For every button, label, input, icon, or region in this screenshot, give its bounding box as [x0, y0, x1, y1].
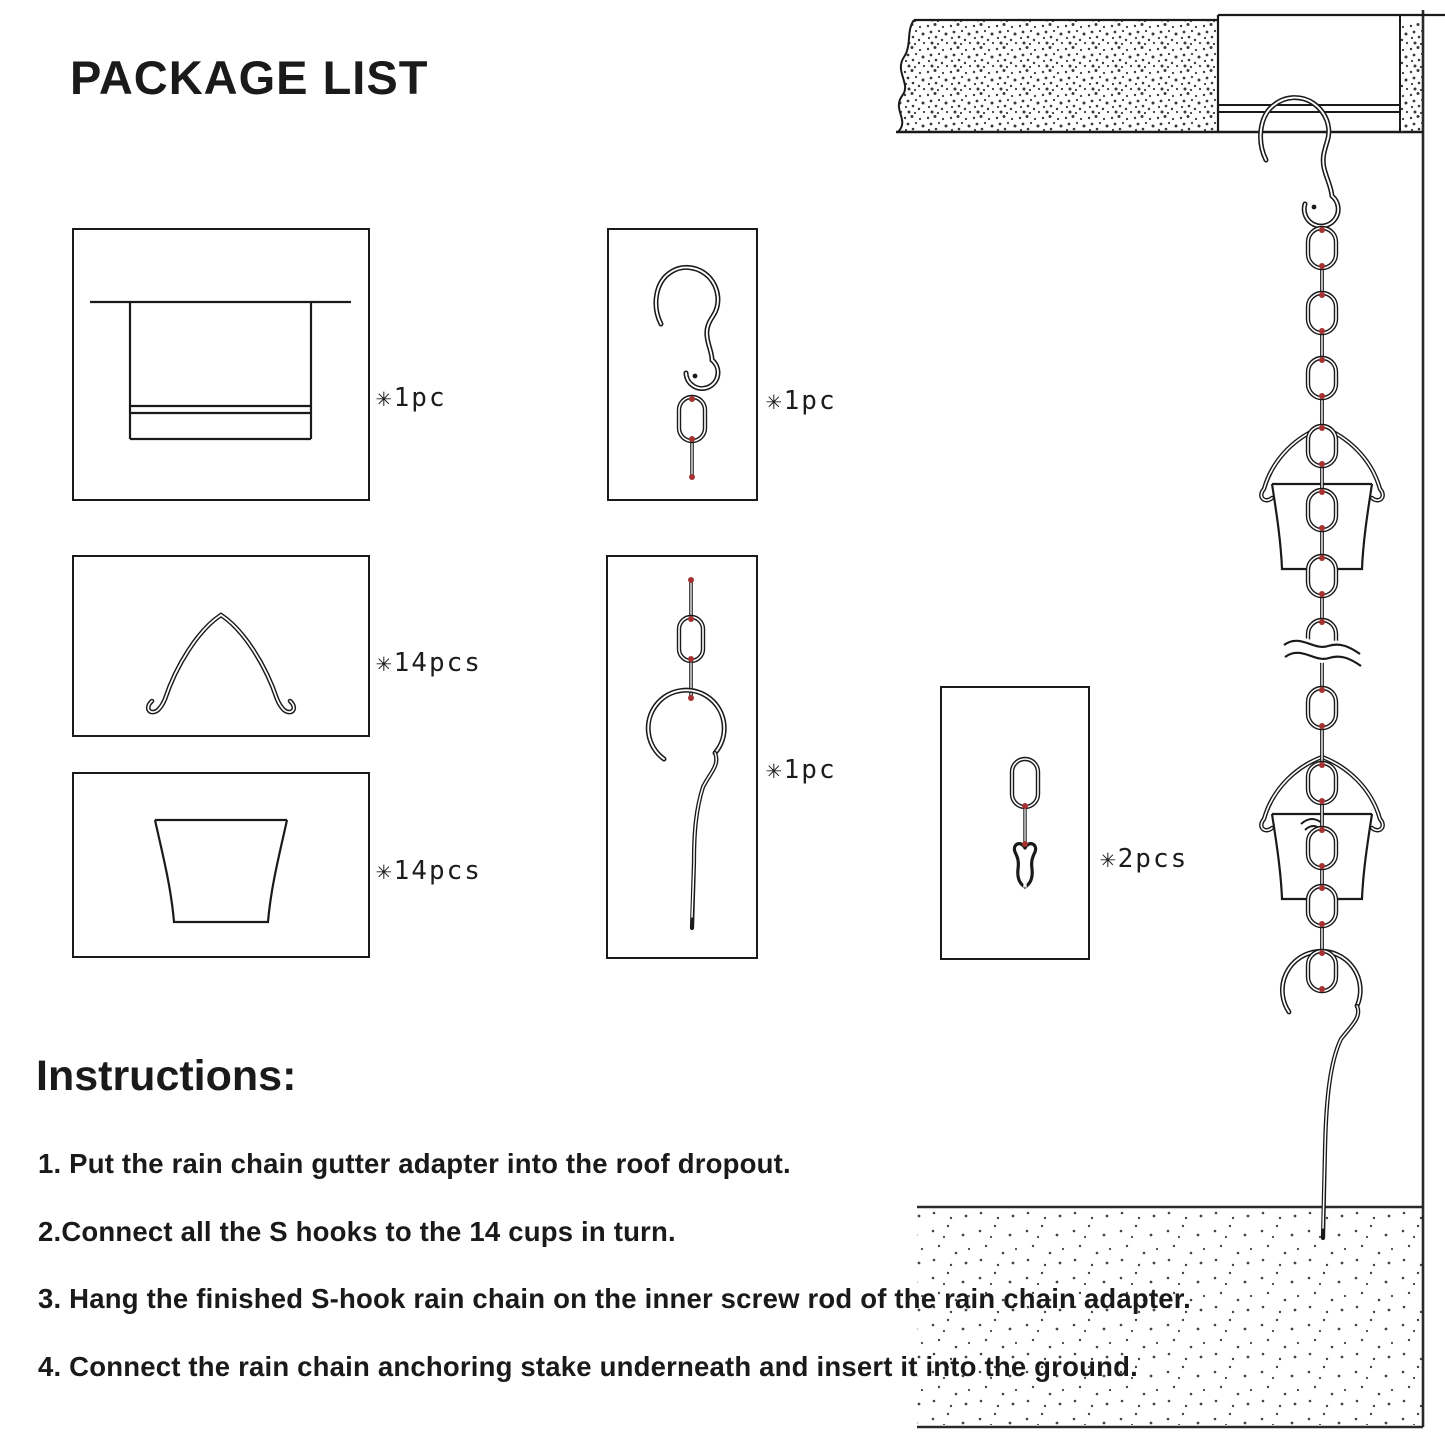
chain-link [1308, 827, 1336, 869]
gutter-adapter-box [72, 228, 370, 501]
cup-drawing [74, 774, 367, 955]
stake-qty-label: ✳1pc [766, 755, 837, 785]
hanger-clip-box [72, 555, 370, 737]
chain-link [1308, 489, 1336, 531]
instruction-step-2: 2.Connect all the S hooks to the 14 cups in turn. [38, 1216, 676, 1247]
chain-link [1308, 687, 1336, 729]
s-hook-drawing [609, 230, 755, 498]
instruction-step-1: 1. Put the rain chain gutter adapter into the roof dropout. [38, 1148, 791, 1179]
page-title: PACKAGE LIST [70, 51, 429, 104]
chain-link [1308, 425, 1336, 467]
instruction-step-4: 4. Connect the rain chain anchoring stake underneath and insert it into the ground. [38, 1351, 1138, 1382]
installation-illustration [880, 0, 1445, 1445]
s-hook-qty-label: ✳1pc [766, 386, 837, 416]
chain-link [1308, 950, 1336, 992]
cup-qty-label: ✳14pcs [376, 856, 482, 886]
anchoring-stake-drawing [608, 557, 755, 956]
instruction-step-3: 3. Hang the finished S-hook rain chain on the inner screw rod of the rain chain adapter. [38, 1283, 1191, 1314]
water-mark [1301, 819, 1323, 824]
rain-chain [1308, 227, 1336, 992]
gutter-adapter-drawing [74, 230, 367, 498]
anchoring-stake-installed [1282, 951, 1360, 1238]
cup-box [72, 772, 370, 958]
break-mark [1284, 641, 1361, 666]
clip-qty-label: ✳14pcs [376, 648, 482, 678]
instructions-heading: Instructions: [36, 1052, 297, 1100]
adapter-qty-label: ✳1pc [376, 383, 447, 413]
chain-link [1308, 292, 1336, 334]
chain-link [1308, 762, 1336, 804]
pin-qty-label: ✳2pcs [1100, 844, 1189, 874]
chain-link [1308, 555, 1336, 597]
chain-link [1308, 357, 1336, 399]
s-hook-installed [1261, 98, 1339, 227]
chain-link [1308, 885, 1336, 927]
hanger-clip-drawing [74, 557, 367, 734]
ground [917, 1207, 1423, 1427]
s-hook-box [607, 228, 758, 501]
roof-gutter-band [896, 15, 1445, 132]
anchoring-stake-box [606, 555, 758, 959]
chain-link [1308, 227, 1336, 269]
